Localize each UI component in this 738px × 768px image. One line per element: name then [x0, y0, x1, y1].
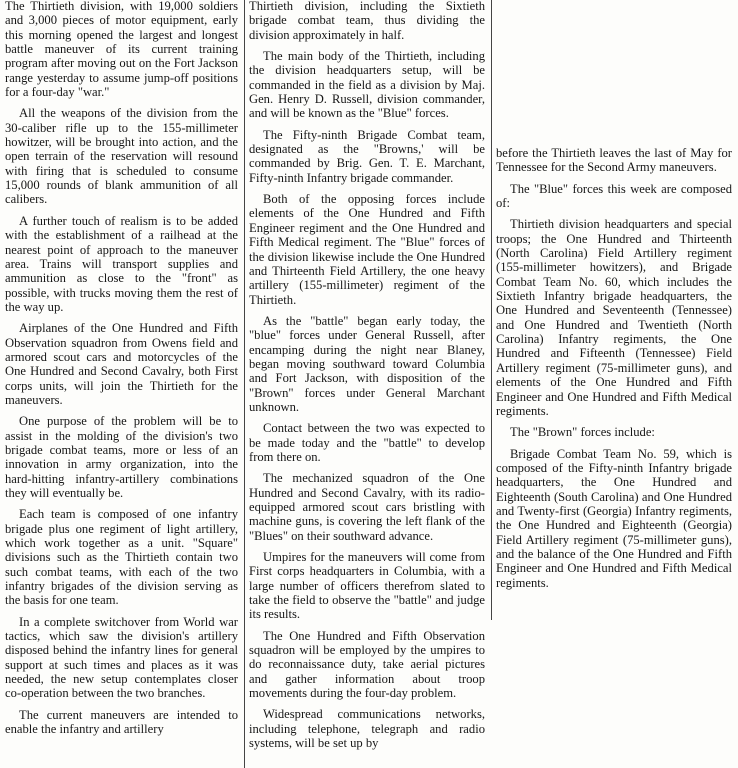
paragraph: In a complete switchover from World war tactics, which saw the division's artillery disposed behind the infantry lines for general support at such times and places as it was needed, the new setup contemplates closer co-operation between the two branches. [5, 614, 238, 701]
paragraph: Contact between the two was expected to be made today and the "battle" to develop from there on. [249, 421, 485, 464]
article-column-3 [496, 146, 732, 597]
paragraph: before the Thirtieth leaves the last of May for Tennessee for the Second Army maneuvers. [496, 146, 732, 175]
paragraph: Airplanes of the One Hundred and Fifth Observation squadron from Owens field and armored scout cars and motorcycles of the One Hundred and Second Cavalry, both First corps units, will join the Thirtieth for the maneuvers. [5, 321, 238, 407]
paragraph: The Thirtieth division, with 19,000 soldiers and 3,000 pieces of motor equipment, early this morning opened the largest and longest battle maneuver of its current training program after moving out on the Fort Jackson range yesterday to assume jump-off positions for a four-day "war." [5, 0, 238, 100]
paragraph: As the "battle" began early today, the "blue" forces under General Russell, after encamping during the night near Blaney, began moving southward toward Columbia and Fort Jackson, with disposition of the "Brown" forces under General Marchant unknown. [249, 313, 485, 414]
paragraph: The mechanized squadron of the One Hundred and Second Cavalry, with its radio-equipped armored scout cars bristling with machine guns, is covering the left flank of the "Blues" on their southward advance. [249, 471, 485, 543]
column-rule [491, 0, 492, 620]
paragraph: Each team is composed of one infantry brigade plus one regiment of light artillery, which work together as a unit. "Square" divisions such as the Thirtieth contain two such combat teams, with each of the two infantry brigades of the division serving as the basis for one team. [5, 507, 238, 608]
paragraph: The main body of the Thirtieth, including the division headquarters setup, will be commanded in the field as a division by Maj. Gen. Henry D. Russell, division commander, and will be known as the "Blue" forces. [249, 49, 485, 121]
paragraph: All the weapons of the division from the 30-caliber rifle up to the 155-millimeter howitzer, will be brought into action, and the open terrain of the reservation will resound with firing that is scheduled to consume 15,000 rounds of blank ammunition of all calibers. [5, 106, 238, 207]
paragraph: One purpose of the problem will be to assist in the molding of the division's two brigade combat teams, more or less of an innovation in army organization, into the hard-hitting infantry-artillery combinations they will eventually be. [5, 414, 238, 500]
paragraph: A further touch of realism is to be added with the establishment of a railhead at the nearest point of approach to the maneuver area. Trains will transport supplies and ammunition as close to the "front" as possible, with trucks moving them the rest of the way up. [5, 213, 238, 314]
column-rule [244, 0, 245, 768]
paragraph: The Fifty-ninth Brigade Combat team, designated as the "Browns,' will be commanded by Brig. Gen. T. E. Marchant, Fifty-ninth Infantry brigade commander. [249, 127, 485, 185]
paragraph: The current maneuvers are intended to enable the infantry and artillery [5, 707, 238, 737]
paragraph: The "Brown" forces include: [510, 425, 655, 440]
paragraph: Thirtieth division headquarters and special troops; the One Hundred and Thirteenth (North Carolina) Field Artillery regiment (155-millimeter howitzers), and Brigade Combat Team No. 60, which includes the Sixtieth Infantry brigade headquarters, the One Hundred and Seventeenth (Tennessee) and One Hundred and Twentieth (North Carolina) Infantry regiments, the One Hundred and Fifteenth (Tennessee) Field Artillery regiment (75-millimeter guns), and elements of the One Hundred and Fifth Engineer and One Hundred and Fifth Medical regiments. [496, 217, 732, 418]
paragraph: The One Hundred and Fifth Observation squadron will be employed by the umpires to do reconnaissance duty, take aerial pictures and gather information about troop movements during the four-day problem. [249, 628, 485, 701]
paragraph: Umpires for the maneuvers will come from First corps headquarters in Columbia, with a large number of officers therefrom slated to take the field to observe the "battle" and judge its results. [249, 550, 485, 622]
article-column-1 [5, 0, 238, 744]
paragraph: Both of the opposing forces include elements of the One Hundred and Fifth Engineer regiment and the One Hundred and Fifth Medical regiment. The "Blue" forces of the division likewise include the One Hundred and Thirteenth Field Artillery, the one heavy artillery (155-millimeter) regiment of the Thirtieth. [249, 192, 485, 307]
paragraph: The "Blue" forces this week are composed of: [496, 181, 732, 211]
article-column-2 [249, 0, 485, 758]
paragraph: Widespread communications networks, including telephone, telegraph and radio systems, will be set up by [249, 707, 485, 751]
paragraph: Brigade Combat Team No. 59, which is composed of the Fifty-ninth Infantry brigade headquarters, the One Hundred and Eighteenth (South Carolina) and One Hundred and Twenty-first (Georgia) Infantry regiments, the One Hundred and Eighteenth (Georgia) Field Artillery regiment (75-millimeter guns), and the balance of the One Hundred and Fifth Engineer and One Hundred and Fifth Medical regiments. [496, 446, 732, 590]
paragraph: Thirtieth division, including the Sixtieth brigade combat team, thus dividing the division approximately in half. [249, 0, 485, 42]
